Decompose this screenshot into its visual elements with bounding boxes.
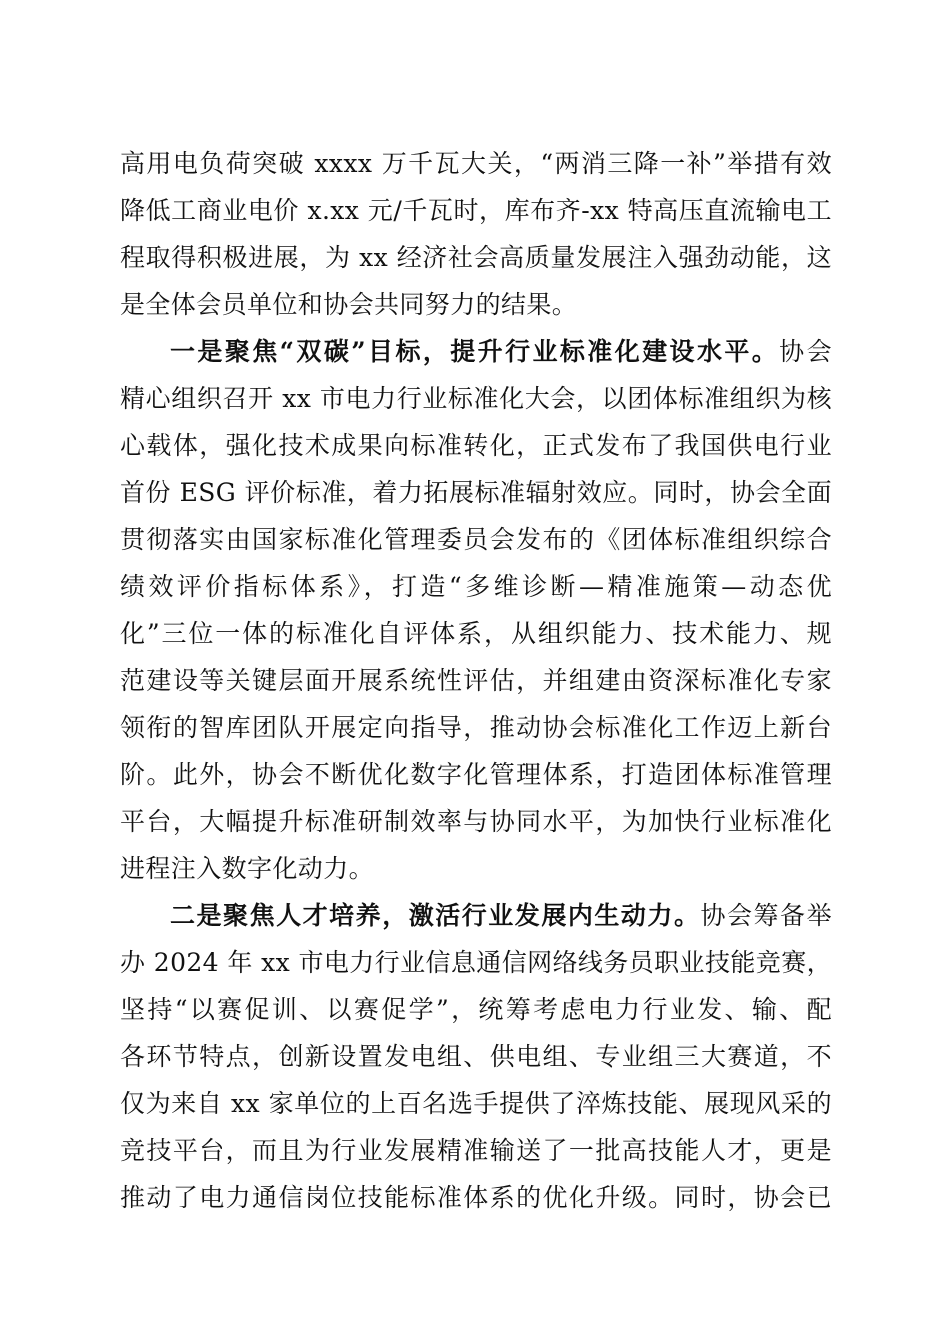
text-line: 办 2024 年 xx 市电力行业信息通信网络线务员职业技能竞赛， bbox=[120, 948, 832, 977]
text-line: 范建设等关键层面开展系统性评估，并组建由资深标准化专家 bbox=[120, 666, 832, 695]
paragraph-heading: 一是聚焦“双碳”目标，提升行业标准化建设水平。 bbox=[170, 337, 780, 366]
text-line: 绩效评价指标体系》，打造“多维诊断—精准施策—动态优 bbox=[120, 572, 832, 601]
text-line: 仅为来自 xx 家单位的上百名选手提供了淬炼技能、展现风采的 bbox=[120, 1089, 832, 1118]
text-line: 心载体，强化技术成果向标准转化，正式发布了我国供电行业 bbox=[120, 431, 832, 460]
text-line: 推动了电力通信岗位技能标准体系的优化升级。同时，协会已 bbox=[120, 1183, 832, 1212]
text-line: 是全体会员单位和协会共同努力的结果。 bbox=[120, 290, 578, 319]
text-line: 领衔的智库团队开展定向指导，推动协会标准化工作迈上新台 bbox=[120, 713, 832, 742]
text-line: 降低工商业电价 x.xx 元/千瓦时，库布齐-xx 特高压直流输电工 bbox=[120, 196, 832, 225]
text-line: 平台，大幅提升标准研制效率与协同水平，为加快行业标准化 bbox=[120, 807, 832, 836]
text-line: 化”三位一体的标准化自评体系，从组织能力、技术能力、规 bbox=[120, 619, 832, 648]
paragraph-heading: 二是聚焦人才培养，激活行业发展内生动力。 bbox=[170, 901, 701, 930]
text-line bbox=[120, 892, 832, 939]
text-line: 坚持“以赛促训、以赛促学”，统筹考虑电力行业发、输、配 bbox=[120, 995, 832, 1024]
text-line: 贯彻落实由国家标准化管理委员会发布的《团体标准组织综合 bbox=[120, 525, 832, 554]
text-line bbox=[120, 328, 832, 375]
text-line: 各环节特点，创新设置发电组、供电组、专业组三大赛道，不 bbox=[120, 1042, 832, 1071]
text-line: 高用电负荷突破 xxxx 万千瓦大关，“两消三降一补”举措有效 bbox=[120, 149, 832, 178]
paragraph-talent bbox=[120, 892, 832, 1221]
text-line: 竞技平台，而且为行业发展精准输送了一批高技能人才，更是 bbox=[120, 1136, 832, 1165]
text-line: 精心组织召开 xx 市电力行业标准化大会，以团体标准组织为核 bbox=[120, 384, 832, 413]
document-body bbox=[120, 140, 832, 1221]
text-line: 程取得积极进展，为 xx 经济社会高质量发展注入强劲动能，这 bbox=[120, 243, 832, 272]
text-line: 首份 ESG 评价标准，着力拓展标准辐射效应。同时，协会全面 bbox=[120, 478, 832, 507]
text-fragment: 协会 bbox=[779, 337, 832, 366]
text-fragment: 协会筹备举 bbox=[700, 901, 832, 930]
paragraph-continuation bbox=[120, 140, 832, 328]
paragraph-dual-carbon bbox=[120, 328, 832, 892]
text-line: 进程注入数字化动力。 bbox=[120, 854, 375, 883]
text-line: 阶。此外，协会不断优化数字化管理体系，打造团体标准管理 bbox=[120, 760, 832, 789]
